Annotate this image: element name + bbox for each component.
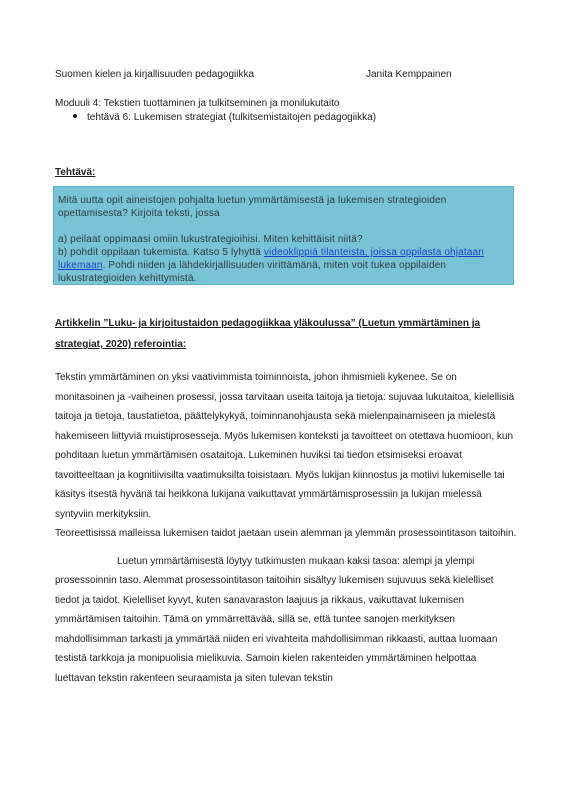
author-name: Janita Kemppainen bbox=[366, 69, 452, 80]
task-item-a: a) peilaat oppimaasi omiin lukustrategioihisi. Miten kehittäisit niitä? bbox=[58, 234, 363, 245]
paragraph-1: Tekstin ymmärtäminen on yksi vaativimmista toiminnoista, johon ihmismieli kykenee. Se on monitasoinen ja -vaiheinen prosessi, jossa tarvitaan useita taitoja ja tietoja: sujuvaa lukutaitoa, kielellisiä taitoja ja tietoja, taustatietoa, päättelykykyä, toiminnanohjausta sekä mielenpainamiseen ja mielestä hakemiseen liittyviä muistiprosesseja. Myös lukemisen konteksti ja tavoitteet on otettava huomioon, kun pohditaan luetun ymmärtämisen osataitoja. Lukeminen huviksi tai tiedon etsimiseksi eroavat tavoitteeltaan ja kognitiivisilta vaatimuksilta toisistaan. Myös lukijan kiinnostus ja motiivi lukemiselle tai käsitys itsestä hyvänä tai heikkona lukijana vaikuttavat ymmärtämisprosessiin ja lukijan mielessä syntyviin merkityksiin. bbox=[55, 372, 515, 520]
bullet-dot-icon bbox=[73, 114, 77, 118]
task-heading: Tehtävä: bbox=[55, 167, 96, 178]
task-bullet-text: tehtävä 6: Lukemisen strategiat (tulkitsemistaitojen pedagogiikka) bbox=[87, 112, 377, 123]
task-item-b-start: b) pohdit oppilaan tukemista. Katso 5 lyhyttä bbox=[58, 247, 264, 258]
article-summary bbox=[55, 368, 517, 688]
course-title: Suomen kielen ja kirjallisuuden pedagogiikka bbox=[55, 69, 255, 80]
paragraph-2: Teoreettisissa malleissa lukemisen taidot jaetaan usein alemman ja ylemmän prosessointitason taitoihin. bbox=[55, 528, 517, 539]
task-instructions-box bbox=[53, 186, 514, 285]
task-bullet bbox=[73, 112, 376, 123]
video-clips-link[interactable]: videoklippiä tilanteista, joissa oppilasta ohjataan lukemaan bbox=[58, 247, 484, 271]
task-intro: Mitä uutta opit aineistojen pohjalta luetun ymmärtämisestä ja lukemisen strategioiden opettamisesta? Kirjoita teksti, jossa bbox=[58, 195, 447, 219]
article-heading bbox=[55, 313, 515, 355]
task-item-b-end: . Pohdi niiden ja lähdekirjallisuuden virittämänä, miten voit tukea oppilaiden lukustrategioiden kehittymistä. bbox=[58, 260, 447, 284]
article-heading-text: Artikkelin ”Luku- ja kirjoitustaidon pedagogiikkaa yläkoulussa” (Luetun ymmärtäminen ja strategiat, 2020) referointia: bbox=[55, 318, 481, 350]
task-item-b bbox=[58, 246, 509, 285]
paragraph-3: Luetun ymmärtämisestä löytyy tutkimusten mukaan kaksi tasoa: alempi ja ylempi prosessoinnin taso. Alemmat prosessointitason taitoihin sisältyy lukemisen sujuvuus sekä kielelliset tiedot ja taidot. Kielelliset kyvyt, kuten sanavaraston laajuus ja rikkaus, vaikuttavat lukemisen ymmärtämisen taitoihin. Tämä on ymmärrettävää, sillä se, että tuntee sanojen merkityksen mahdollisimman tarkasti ja ymmärtää niiden eri vivahteita mahdollisimman rikkaasti, auttaa luomaan testistä tarkkoja ja monipuolisia mielikuvia. Samoin kielen rakenteiden ymmärtäminen helpottaa luettavan tekstin rakenteen seuraamista ja siten tulevan tekstin bbox=[55, 555, 498, 684]
module-title: Moduuli 4: Tekstien tuottaminen ja tulkitseminen ja monilukutaito bbox=[55, 98, 340, 109]
